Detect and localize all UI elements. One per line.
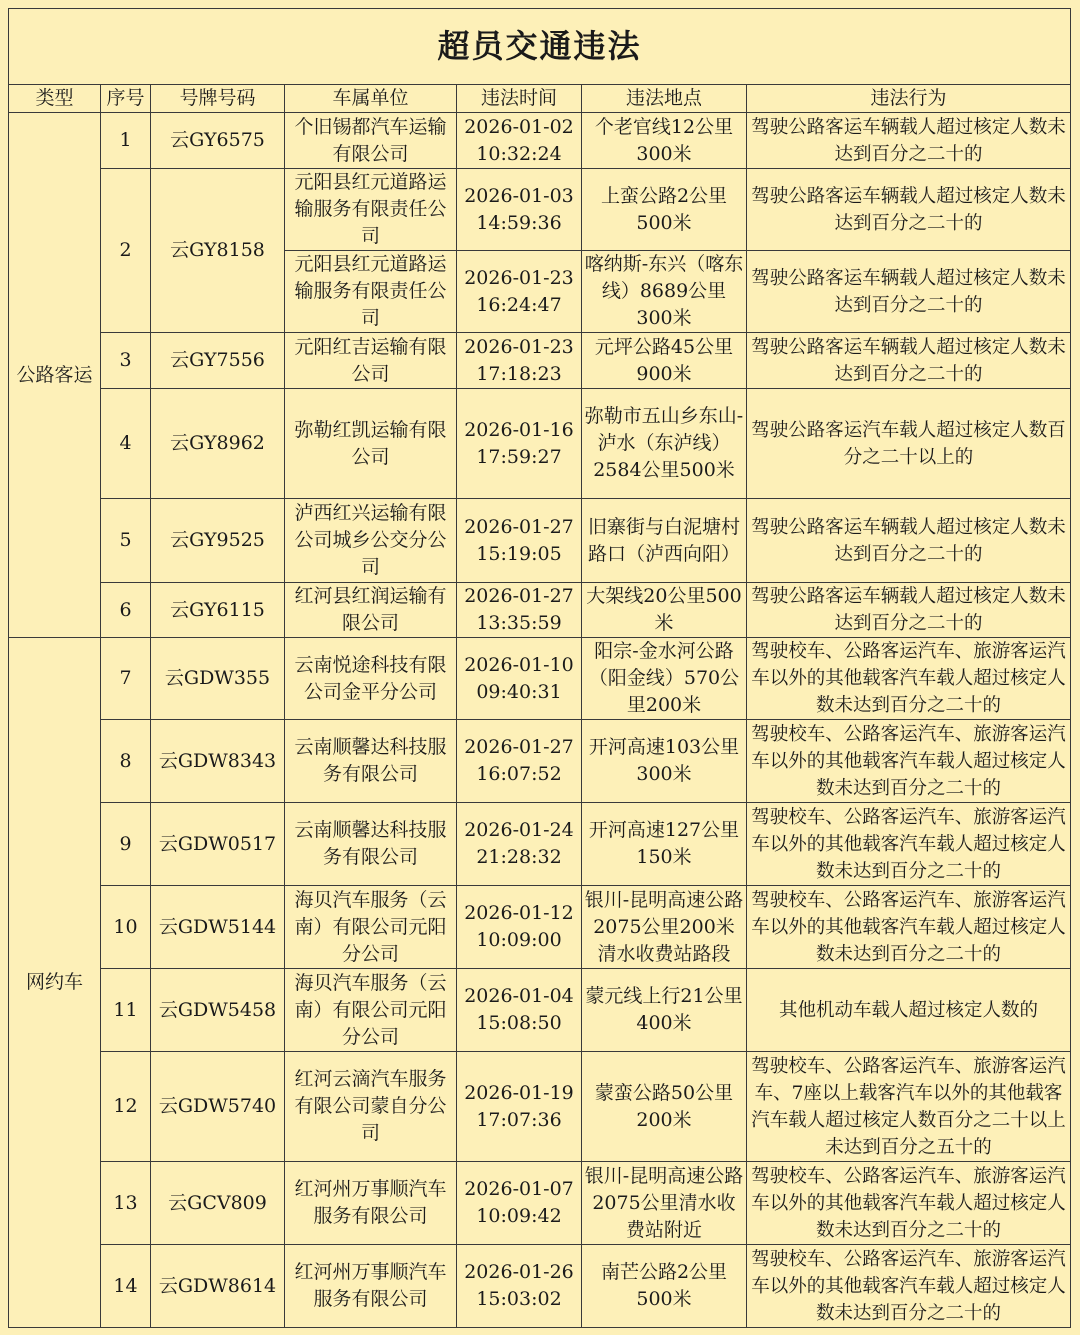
violation-date: 2026-01-27: [464, 736, 574, 758]
act-cell: 驾驶公路客运车辆载人超过核定人数未达到百分之二十的: [747, 169, 1071, 251]
header-no: 序号: [101, 85, 151, 113]
place-cell: 开河高速127公里150米: [582, 803, 747, 886]
row-number-cell: 4: [101, 389, 151, 499]
act-cell: 驾驶校车、公路客运汽车、旅游客运汽车以外的其他载客汽车载人超过核定人数未达到百分之二十的: [747, 803, 1071, 886]
place-cell: 喀纳斯-东兴（喀东线）8689公里300米: [582, 251, 747, 333]
plate-cell: 云GDW0517: [151, 803, 285, 886]
violation-date: 2026-01-12: [464, 902, 574, 924]
category-cell: 公路客运: [9, 113, 101, 638]
violation-clock: 16:24:47: [476, 293, 562, 316]
plate-cell: 云GDW5740: [151, 1052, 285, 1162]
act-cell: 驾驶公路客运车辆载人超过核定人数未达到百分之二十的: [747, 333, 1071, 389]
place-cell: 银川-昆明高速公路2075公里清水收费站附近: [582, 1162, 747, 1245]
violation-clock: 21:28:32: [476, 846, 562, 868]
violation-clock: 10:09:42: [476, 1205, 562, 1227]
violation-date: 2026-01-16: [464, 418, 574, 441]
row-number-cell: 10: [101, 886, 151, 969]
violation-clock: 15:19:05: [476, 542, 562, 565]
table-row: [9, 169, 1071, 251]
unit-cell: 红河县红润运输有限公司: [285, 583, 457, 638]
table-row: [9, 638, 1071, 720]
act-cell: 驾驶公路客运车辆载人超过核定人数未达到百分之二十的: [747, 113, 1071, 169]
violation-date: 2026-01-23: [464, 335, 574, 358]
violation-date: 2026-01-19: [464, 1081, 574, 1104]
violation-date: 2026-01-10: [464, 653, 574, 676]
table-row: [9, 499, 1071, 583]
violation-clock: 09:40:31: [476, 680, 562, 703]
act-cell: 驾驶公路客运车辆载人超过核定人数未达到百分之二十的: [747, 499, 1071, 583]
act-cell: 驾驶公路客运车辆载人超过核定人数未达到百分之二十的: [747, 583, 1071, 638]
table-row: [9, 113, 1071, 169]
header-row: [9, 85, 1071, 113]
table-row: [9, 333, 1071, 389]
table-row: [9, 1052, 1071, 1162]
header-type: 类型: [9, 85, 101, 113]
time-cell: [457, 583, 582, 638]
unit-cell: 红河州万事顺汽车服务有限公司: [285, 1162, 457, 1245]
time-cell: [457, 803, 582, 886]
time-cell: [457, 251, 582, 333]
violation-date: 2026-01-03: [464, 184, 574, 207]
time-cell: [457, 1245, 582, 1328]
violation-clock: 15:03:02: [476, 1288, 562, 1310]
header-unit: 车属单位: [285, 85, 457, 113]
act-cell: 驾驶校车、公路客运汽车、旅游客运汽车以外的其他载客汽车载人超过核定人数未达到百分之二十的: [747, 720, 1071, 803]
unit-cell: 元阳县红元道路运输服务有限责任公司: [285, 169, 457, 251]
violation-clock: 16:07:52: [476, 763, 562, 785]
unit-cell: 海贝汽车服务（云南）有限公司元阳分公司: [285, 969, 457, 1052]
row-number-cell: 5: [101, 499, 151, 583]
place-cell: 上蛮公路2公里500米: [582, 169, 747, 251]
row-number-cell: 1: [101, 113, 151, 169]
unit-cell: 元阳县红元道路运输服务有限责任公司: [285, 251, 457, 333]
plate-cell: 云GDW5458: [151, 969, 285, 1052]
time-cell: [457, 1052, 582, 1162]
plate-cell: 云GDW5144: [151, 886, 285, 969]
header-plate: 号牌号码: [151, 85, 285, 113]
plate-cell: 云GDW355: [151, 638, 285, 720]
violation-date: 2026-01-04: [464, 985, 574, 1007]
place-cell: 大架线20公里500米: [582, 583, 747, 638]
violation-date: 2026-01-26: [464, 1261, 574, 1283]
act-cell: 驾驶公路客运汽车载人超过核定人数百分之二十以上的: [747, 389, 1071, 499]
act-cell: 驾驶校车、公路客运汽车、旅游客运汽车以外的其他载客汽车载人超过核定人数未达到百分之二十的: [747, 886, 1071, 969]
place-cell: 蒙蛮公路50公里200米: [582, 1052, 747, 1162]
time-cell: [457, 886, 582, 969]
time-cell: [457, 333, 582, 389]
violation-date: 2026-01-27: [464, 585, 574, 607]
unit-cell: 云南顺馨达科技服务有限公司: [285, 720, 457, 803]
plate-cell: 云GY6575: [151, 113, 285, 169]
unit-cell: 云南悦途科技有限公司金平分公司: [285, 638, 457, 720]
row-number-cell: 13: [101, 1162, 151, 1245]
violation-clock: 14:59:36: [476, 211, 562, 234]
time-cell: [457, 969, 582, 1052]
table-row: [9, 583, 1071, 638]
place-cell: 旧寨街与白泥塘村路口（泸西向阳）: [582, 499, 747, 583]
table-row: [9, 969, 1071, 1052]
table-row: [9, 803, 1071, 886]
plate-cell: 云GCV809: [151, 1162, 285, 1245]
place-cell: 蒙元线上行21公里400米: [582, 969, 747, 1052]
violation-date: 2026-01-23: [464, 266, 574, 289]
plate-cell: 云GY9525: [151, 499, 285, 583]
plate-cell: 云GY7556: [151, 333, 285, 389]
unit-cell: 红河云滴汽车服务有限公司蒙自分公司: [285, 1052, 457, 1162]
place-cell: 银川-昆明高速公路2075公里200米清水收费站路段: [582, 886, 747, 969]
table-row: [9, 1245, 1071, 1328]
plate-cell: 云GY8158: [151, 169, 285, 333]
row-number-cell: 8: [101, 720, 151, 803]
place-cell: 元坪公路45公里900米: [582, 333, 747, 389]
time-cell: [457, 720, 582, 803]
row-number-cell: 7: [101, 638, 151, 720]
plate-cell: 云GDW8343: [151, 720, 285, 803]
violation-date: 2026-01-24: [464, 819, 574, 841]
time-cell: [457, 638, 582, 720]
act-cell: 驾驶校车、公路客运汽车、旅游客运汽车以外的其他载客汽车载人超过核定人数未达到百分之二十的: [747, 1162, 1071, 1245]
table-row: [9, 720, 1071, 803]
violation-clock: 17:59:27: [476, 445, 562, 468]
place-cell: 阳宗-金水河公路（阳金线）570公里200米: [582, 638, 747, 720]
place-cell: 开河高速103公里300米: [582, 720, 747, 803]
time-cell: [457, 113, 582, 169]
violation-clock: 13:35:59: [476, 612, 562, 634]
violation-sheet: [8, 8, 1070, 1328]
unit-cell: 红河州万事顺汽车服务有限公司: [285, 1245, 457, 1328]
header-place: 违法地点: [582, 85, 747, 113]
unit-cell: 泸西红兴运输有限公司城乡公交分公司: [285, 499, 457, 583]
header-act: 违法行为: [747, 85, 1071, 113]
act-cell: 驾驶校车、公路客运汽车、旅游客运汽车以外的其他载客汽车载人超过核定人数未达到百分之二十的: [747, 638, 1071, 720]
act-cell: 驾驶公路客运车辆载人超过核定人数未达到百分之二十的: [747, 251, 1071, 333]
act-cell: 其他机动车载人超过核定人数的: [747, 969, 1071, 1052]
table-title: 超员交通违法: [9, 9, 1071, 85]
unit-cell: 个旧锡都汽车运输有限公司: [285, 113, 457, 169]
table-row: [9, 886, 1071, 969]
table-row: [9, 389, 1071, 499]
violation-clock: 10:09:00: [476, 929, 562, 951]
header-time: 违法时间: [457, 85, 582, 113]
place-cell: 南芒公路2公里500米: [582, 1245, 747, 1328]
time-cell: [457, 499, 582, 583]
place-cell: 弥勒市五山乡东山-泸水（东泸线）2584公里500米: [582, 389, 747, 499]
table-row: [9, 1162, 1071, 1245]
time-cell: [457, 169, 582, 251]
table-body: [9, 113, 1071, 1328]
row-number-cell: 6: [101, 583, 151, 638]
violation-clock: 15:08:50: [476, 1012, 562, 1034]
violation-clock: 10:32:24: [476, 142, 562, 165]
row-number-cell: 9: [101, 803, 151, 886]
row-number-cell: 12: [101, 1052, 151, 1162]
unit-cell: 海贝汽车服务（云南）有限公司元阳分公司: [285, 886, 457, 969]
time-cell: [457, 1162, 582, 1245]
violation-table: [8, 8, 1071, 1328]
violation-date: 2026-01-07: [464, 1178, 574, 1200]
plate-cell: 云GDW8614: [151, 1245, 285, 1328]
row-number-cell: 14: [101, 1245, 151, 1328]
plate-cell: 云GY8962: [151, 389, 285, 499]
violation-clock: 17:07:36: [476, 1108, 562, 1131]
category-cell: 网约车: [9, 638, 101, 1328]
unit-cell: 弥勒红凯运输有限公司: [285, 389, 457, 499]
place-cell: 个老官线12公里300米: [582, 113, 747, 169]
unit-cell: 元阳红吉运输有限公司: [285, 333, 457, 389]
violation-date: 2026-01-02: [464, 115, 574, 138]
row-number-cell: 11: [101, 969, 151, 1052]
unit-cell: 云南顺馨达科技服务有限公司: [285, 803, 457, 886]
row-number-cell: 3: [101, 333, 151, 389]
act-cell: 驾驶校车、公路客运汽车、旅游客运汽车以外的其他载客汽车载人超过核定人数未达到百分之二十的: [747, 1245, 1071, 1328]
time-cell: [457, 389, 582, 499]
row-number-cell: 2: [101, 169, 151, 333]
act-cell: 驾驶校车、公路客运汽车、旅游客运汽车、7座以上载客汽车以外的其他载客汽车载人超过核定人数百分之二十以上未达到百分之五十的: [747, 1052, 1071, 1162]
plate-cell: 云GY6115: [151, 583, 285, 638]
violation-date: 2026-01-27: [464, 515, 574, 538]
violation-clock: 17:18:23: [476, 362, 562, 385]
